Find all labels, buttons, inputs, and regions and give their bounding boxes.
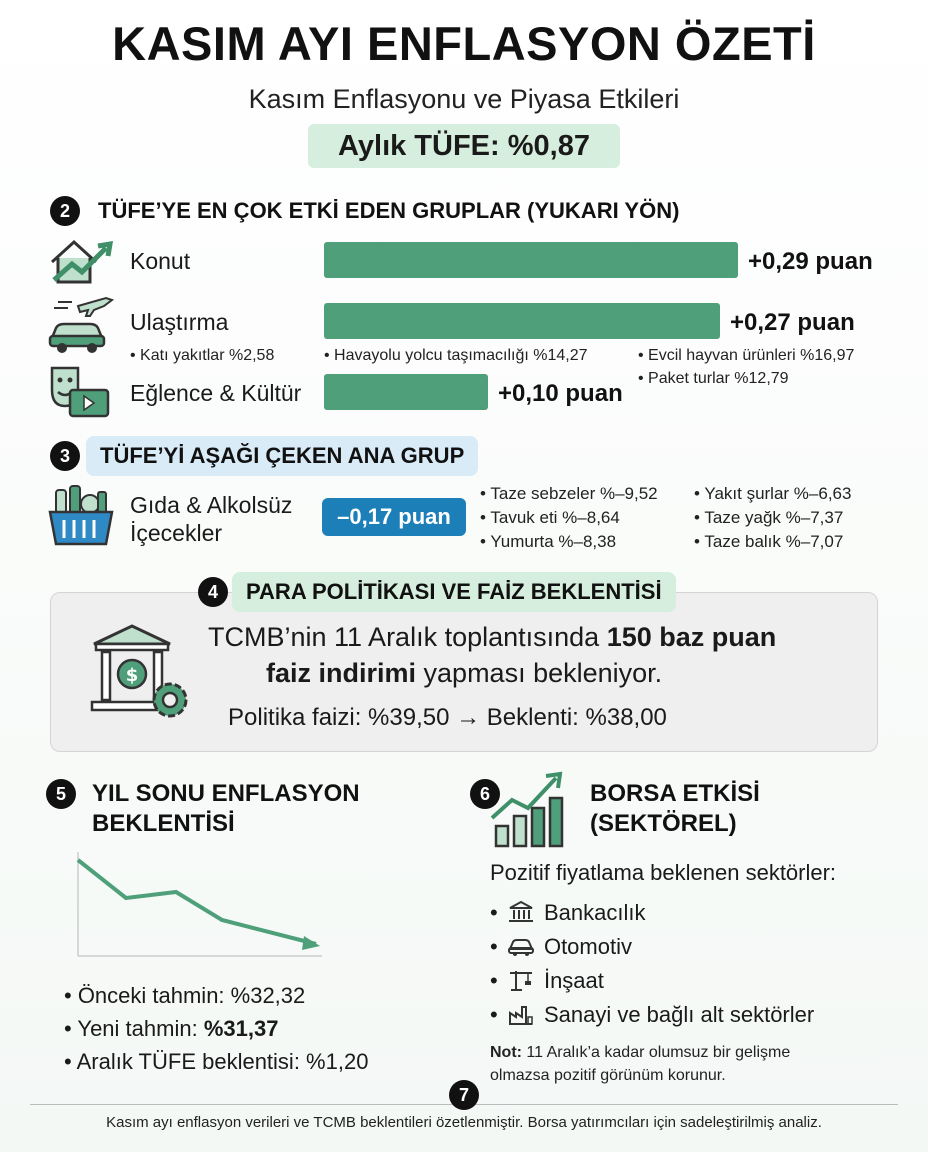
page-title: KASIM AYI ENFLASYON ÖZETİ <box>112 17 816 70</box>
sector-industry <box>490 1002 814 1028</box>
footer-text: Kasım ayı enflasyon verileri ve TCMB beklentileri özetlenmiştir. Borsa yatırımcıları için sadeleştirilmiş analiz. <box>106 1114 822 1131</box>
central-bank-icon <box>88 622 196 726</box>
svg-text:$: $ <box>125 665 139 686</box>
section-7-number: 7 <box>449 1080 479 1110</box>
detail-paket-turlar: • Paket turlar %12,79 <box>638 370 789 387</box>
group-label-konut: Konut <box>130 248 191 274</box>
monthly-cpi-badge: Aylık TÜFE: %0,87 <box>308 124 620 168</box>
bank-icon <box>508 901 534 923</box>
down-item-taze-yag: • Taze yağk %–7,37 <box>694 508 844 527</box>
section-3-title: TÜFE’Yİ AŞAĞI ÇEKEN ANA GRUP <box>86 436 478 476</box>
new-forecast <box>64 1016 278 1042</box>
sector-construction-label: İnşaat <box>543 968 604 993</box>
section-6-title-line1: BORSA ETKİSİ <box>590 780 760 807</box>
sector-intro: Pozitif fiyatlama beklenen sektörler: <box>490 860 837 885</box>
down-item-yakit: • Yakıt şurlar %–6,63 <box>694 484 852 503</box>
detail-kati-yakitlar: • Katı yakıtlar %2,58 <box>130 347 275 364</box>
sector-banking <box>490 900 645 926</box>
section-3-number: 3 <box>50 441 80 471</box>
rising-bar-chart-icon <box>488 770 570 850</box>
down-item-yumurta: • Yumurta %–8,38 <box>480 532 617 551</box>
group-label-ulastirma: Ulaştırma <box>130 309 229 335</box>
policy-line-1-bold: 150 baz puan <box>606 622 777 652</box>
december-cpi-forecast: • Aralık TÜFE beklentisi: %1,20 <box>64 1049 369 1074</box>
sector-construction <box>490 968 604 994</box>
group-label-eglence: Eğlence & Kültür <box>130 380 302 406</box>
new-forecast-label: • Yeni tahmin: <box>64 1016 204 1041</box>
market-note-line1: 11 Aralık’a kadar olumsuz bir gelişme <box>521 1044 791 1061</box>
grocery-basket-icon <box>48 482 114 548</box>
bar-eglence <box>324 374 488 410</box>
section-5-number: 5 <box>46 779 76 809</box>
house-growth-icon <box>48 234 116 288</box>
bar-ulastirma <box>324 303 720 339</box>
market-note <box>490 1044 790 1062</box>
policy-line-1-pre: TCMB’nin 11 Aralık toplantısında <box>208 622 607 652</box>
down-item-tavuk-eti: • Tavuk eti %–8,64 <box>480 508 620 527</box>
section-4-number: 4 <box>198 577 228 607</box>
new-forecast-value: %31,37 <box>203 1016 279 1041</box>
section-4-title: PARA POLİTİKASI VE FAİZ BEKLENTİSİ <box>232 572 676 612</box>
declining-trend-chart <box>72 852 328 962</box>
policy-line-1 <box>208 622 776 653</box>
bullet: • <box>490 900 498 925</box>
prev-forecast: • Önceki tahmin: %32,32 <box>64 983 306 1008</box>
sector-automotive <box>490 934 632 960</box>
car-icon <box>508 935 534 957</box>
car-plane-icon <box>48 292 116 354</box>
sector-banking-label: Bankacılık <box>543 900 646 925</box>
group-label-gida-line1: Gıda & Alkolsüz <box>130 492 293 518</box>
policy-rate-line: Politika faizi: %39,50 → Beklenti: %38,00 <box>228 704 667 731</box>
section-5-title-line1: YIL SONU ENFLASYON <box>92 780 360 807</box>
group-label-gida-line2: İçecekler <box>130 520 223 546</box>
sector-automotive-label: Otomotiv <box>543 934 632 959</box>
policy-line-2-post: yapması bekleniyor. <box>416 658 663 688</box>
page-subtitle: Kasım Enflasyonu ve Piyasa Etkileri <box>248 84 680 114</box>
market-note-line2: olmazsa pozitif görünüm korunur. <box>490 1067 726 1084</box>
market-note-bold: Not: <box>490 1044 522 1061</box>
policy-line-2-bold: faiz indirimi <box>266 658 417 688</box>
down-item-taze-sebzeler: • Taze sebzeler %–9,52 <box>480 484 658 503</box>
section-2-title: TÜFE’YE EN ÇOK ETKİ EDEN GRUPLAR (YUKARI YÖN) <box>98 198 680 223</box>
policy-line-2 <box>266 658 662 689</box>
bullet: • <box>490 934 498 959</box>
detail-evcil-hayvan: • Evcil hayvan ürünleri %16,97 <box>638 347 855 364</box>
bullet: • <box>490 968 498 993</box>
gida-value-pill: –0,17 puan <box>322 498 466 536</box>
sector-industry-label: Sanayi ve bağlı alt sektörler <box>543 1002 815 1027</box>
bar-value-eglence: +0,10 puan <box>498 380 623 407</box>
theatre-mask-ticket-icon <box>48 364 112 422</box>
bar-value-konut: +0,29 puan <box>748 248 873 275</box>
detail-havayolu: • Havayolu yolcu taşımacılığı %14,27 <box>324 347 588 364</box>
bullet: • <box>490 1002 498 1027</box>
factory-icon <box>508 1003 534 1025</box>
section-2-number: 2 <box>50 196 80 226</box>
crane-icon <box>508 969 534 991</box>
bar-konut <box>324 242 738 278</box>
bar-value-ulastirma: +0,27 puan <box>730 309 855 336</box>
down-item-taze-balik: • Taze balık %–7,07 <box>694 532 844 551</box>
section-5-title-line2: BEKLENTİSİ <box>92 810 235 837</box>
section-6-number: 6 <box>470 779 500 809</box>
section-6-title-line2: (SEKTÖREL) <box>590 810 737 837</box>
